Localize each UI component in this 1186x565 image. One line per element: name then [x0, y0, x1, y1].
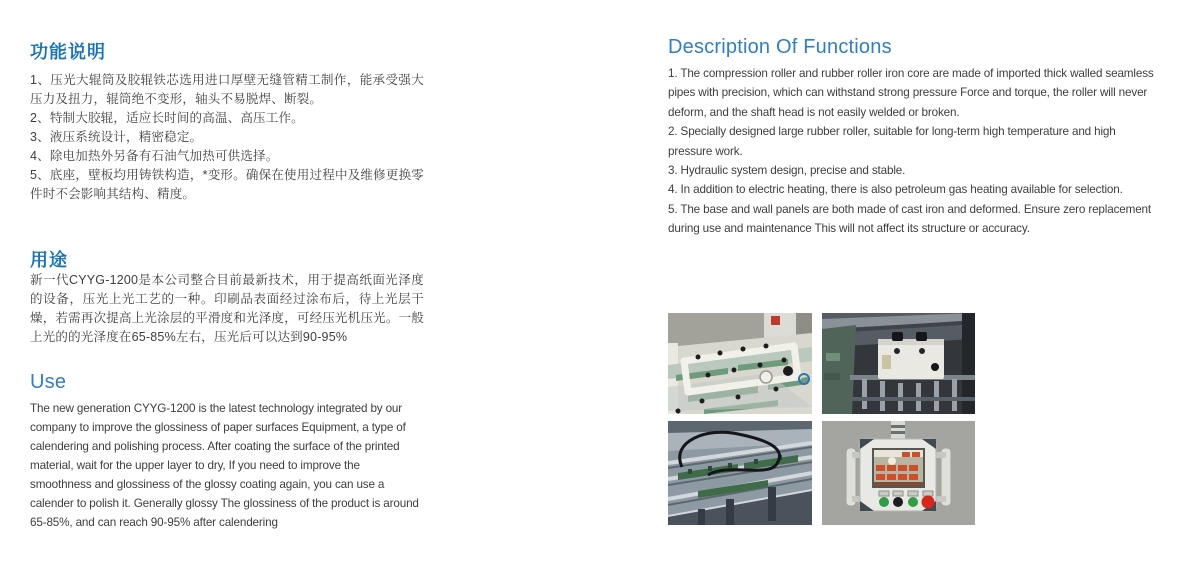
machine-photo-table	[668, 313, 812, 414]
section-heading-use-cn: 用途	[30, 250, 68, 270]
description-item-en: 3. Hydraulic system design, precise and stable.	[668, 164, 906, 178]
description-item-en: 5. The base and wall panels are both made of cast iron and deformed. Ensure zero replacement during use and maintenance This will not affect its structure or accuracy.	[668, 202, 1151, 236]
description-item-en: 1. The compression roller and rubber roller iron core are made of imported thick walled seamless pipes with precision, which can withstand strong pressure Force and torque, the roller will never deform, and the shaft head is not easily welded or broken.	[668, 67, 1154, 119]
description-items-list-en	[668, 64, 1161, 239]
conveyor-illustration	[668, 421, 812, 525]
machine-photo-control-pendant	[822, 421, 975, 525]
section-heading-use-en: Use	[30, 371, 67, 393]
machine-photo-conveyor	[668, 421, 812, 525]
description-item-en: 4. In addition to electric heating, there is also petroleum gas heating available for selection.	[668, 183, 1123, 197]
use-paragraph-cn: 新一代CYYG-1200是本公司整合目前最新技术，用于提高纸面光泽度的设备，压光上光工艺的一种。印刷品表面经过涂布后，待上光层干燥，若需再次提高上光涂层的平滑度和光泽度，可经压光机压光。一般上光的的光泽度在65-85%左右，压光后可以达到90-95%	[30, 273, 424, 344]
section-heading-function-cn: 功能说明	[30, 42, 106, 62]
machine-photo-control-box	[822, 313, 975, 414]
description-item-en: 2. Specially designed large rubber roller, suitable for long-term high temperature and high pressure work.	[668, 125, 1116, 158]
function-item-cn: 5、底座，壁板均用铸铁构造，*变形。确保在使用过程中及维修更换零件时不会影响其结构、精度。	[30, 168, 424, 201]
machine-table-illustration	[668, 313, 812, 414]
section-heading-description-en: Description Of Functions	[668, 36, 892, 58]
function-item-cn: 4、除电加热外另备有石油气加热可供选择。	[30, 149, 279, 163]
function-item-cn: 3、液压系统设计，精密稳定。	[30, 130, 203, 144]
function-item-cn: 1、压光大辊筒及胶辊铁芯选用进口厚壁无缝管精工制作，能承受强大压力及扭力，辊筒绝不变形，轴头不易脱焊、断裂。	[30, 73, 424, 106]
function-item-cn: 2、特制大胶辊，适应长时间的高温、高压工作。	[30, 111, 304, 125]
control-pendant-illustration	[822, 421, 975, 525]
use-paragraph-en: The new generation CYYG-1200 is the latest technology integrated by our company to improve the glossiness of paper surfaces Equipment, a type of calendering and polishing process. After coating the surface of the printed material, wait for the upper layer to dry, If you need to improve the smoothness and glossiness of the glossy coating again, you can use a calender to polish it. Generally glossy The glossiness of the product is around 65-85%, and can reach 90-95% after calendering	[30, 402, 419, 529]
machine-photo-grid	[668, 313, 975, 525]
control-box-illustration	[822, 313, 975, 414]
function-items-list-cn	[30, 71, 424, 204]
